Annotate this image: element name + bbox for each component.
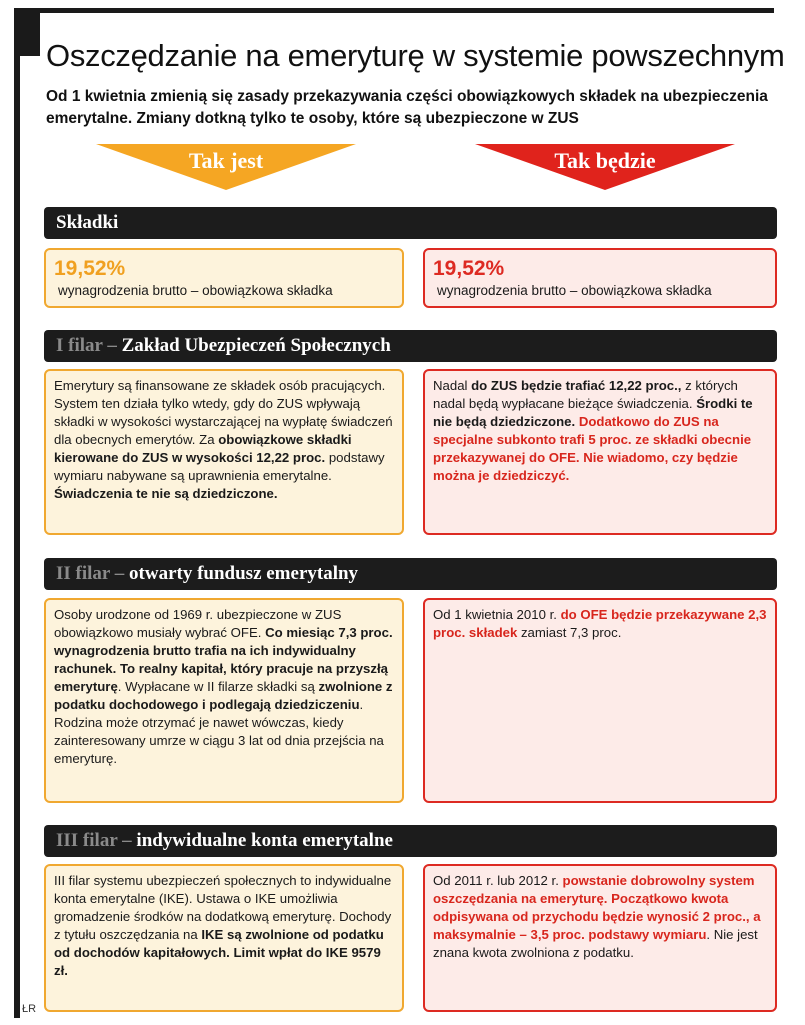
section-header-filar-1 bbox=[44, 330, 777, 362]
text: III filar systemu ubezpieczeń społecznych to indywidualne konta emerytalne (IKE). Ustawa o IKE umożliwia gromadzenie środków na dodatkową emeryturę. Dochody z tytułu oszczędzania na bbox=[54, 873, 392, 942]
contribution-desc: wynagrodzenia brutto – obowiązkowa składka bbox=[58, 283, 333, 298]
section-prefix: II filar – bbox=[56, 563, 130, 584]
section-title: Zakład Ubezpieczeń Społecznych bbox=[121, 335, 391, 356]
filar-1-future-box bbox=[423, 369, 777, 535]
frame-corner bbox=[14, 8, 40, 56]
arrow-tak-jest bbox=[96, 140, 356, 192]
text: Emerytury są finansowane ze składek osób pracujących. System ten działa tylko wtedy, gdy do ZUS wpływają składki w wysokości wystarczającej na wypłatę świadczeń dla obecnych emerytów. Za bbox=[54, 378, 393, 447]
bold-text: obowiązkowe składki kierowane do ZUS w wysokości 12,22 proc. bbox=[54, 432, 352, 465]
arrow-left-label: Tak jest bbox=[188, 148, 264, 173]
text: z których nadal będą wypłacane bieżące świadczenia. bbox=[433, 378, 738, 411]
section-title: indywidualne konta emerytalne bbox=[136, 830, 393, 851]
page-title: Oszczędzanie na emeryturę w systemie powszechnym bbox=[46, 38, 785, 73]
contribution-rate: 19,52% bbox=[54, 257, 126, 280]
text: Od 2011 r. lub 2012 r. bbox=[433, 873, 563, 888]
section-prefix: III filar – bbox=[56, 830, 137, 851]
bold-text: Środki te nie będą dziedziczone. bbox=[433, 396, 753, 429]
text: Nadal bbox=[433, 378, 472, 393]
filar-2-current-box bbox=[44, 598, 404, 803]
top-frame-rule bbox=[14, 8, 774, 13]
text: Osoby urodzone od 1969 r. ubezpieczone w ZUS obowiązkowo musiały wybrać OFE. bbox=[54, 607, 342, 640]
text: podstawy wymiaru nabywane są uprawnienia emerytalne. bbox=[54, 450, 385, 483]
highlight-text: powstanie dobrowolny system oszczędzania na emeryturę. Początkowo kwota odpisywana od przychodu będzie wynosić 2 proc., a maksymalnie – 3,5 proc. podstawy wymiaru bbox=[433, 873, 761, 942]
skladki-current-box bbox=[44, 248, 404, 308]
section-title: Składki bbox=[56, 212, 119, 233]
text: . Wypłacane w II filarze składki są bbox=[117, 679, 319, 694]
filar-3-future-box bbox=[423, 864, 777, 1012]
contribution-desc: wynagrodzenia brutto – obowiązkowa składka bbox=[437, 283, 712, 298]
skladki-future-box bbox=[423, 248, 777, 308]
lead-paragraph: Od 1 kwietnia zmienią się zasady przekazywania części obowiązkowych składek na ubezpieczenia emerytalne. Zmiany dotkną tylko te osoby, które są ubezpieczone w ZUS bbox=[46, 88, 768, 127]
filar-1-current-box bbox=[44, 369, 404, 535]
bold-text: do ZUS będzie trafiać 12,22 proc., bbox=[471, 378, 682, 393]
text: . Nie jest znana kwota zwolniona z podatku. bbox=[433, 927, 758, 960]
section-header-filar-3 bbox=[44, 825, 777, 857]
section-prefix: I filar – bbox=[56, 335, 122, 356]
bold-text: Co miesiąc 7,3 proc. wynagrodzenia brutto trafia na ich indywidualny rachunek. To realny kapitał, który pracuje na przyszłą emeryturę bbox=[54, 625, 393, 694]
bold-text: zwolnione z podatku dochodowego i podlegają dziedziczeniu bbox=[54, 679, 393, 712]
highlight-text: Dodatkowo do ZUS na specjalne subkonto trafi 5 proc. ze składki obecnie przekazywanej do OFE. Nie wiadomo, czy będzie można je dziedziczyć. bbox=[433, 414, 752, 483]
contribution-rate: 19,52% bbox=[433, 257, 505, 280]
arrow-tak-bedzie bbox=[475, 140, 735, 192]
filar-2-future-box bbox=[423, 598, 777, 803]
bold-text: IKE są zwolnione od podatku od dochodów kapitałowych. Limit wpłat do IKE 9579 zł. bbox=[54, 927, 384, 978]
arrow-right-label: Tak będzie bbox=[554, 148, 656, 173]
text: Od 1 kwietnia 2010 r. bbox=[433, 607, 561, 622]
section-title: otwarty fundusz emerytalny bbox=[129, 563, 359, 584]
filar-3-current-box bbox=[44, 864, 404, 1012]
section-header-filar-2 bbox=[44, 558, 777, 590]
left-frame-rule bbox=[14, 8, 20, 1018]
source-credit: ŁR bbox=[22, 1003, 37, 1015]
text: . Rodzina może otrzymać je nawet wówczas, kiedy zainteresowany umrze w ciągu 3 lat od dnia przejścia na emeryturę. bbox=[54, 697, 384, 766]
bold-text: Świadczenia te nie są dziedziczone. bbox=[54, 486, 278, 501]
highlight-text: do OFE będzie przekazywane 2,3 proc. składek bbox=[433, 607, 767, 640]
section-header-skladki bbox=[44, 207, 777, 239]
text: zamiast 7,3 proc. bbox=[517, 625, 622, 640]
